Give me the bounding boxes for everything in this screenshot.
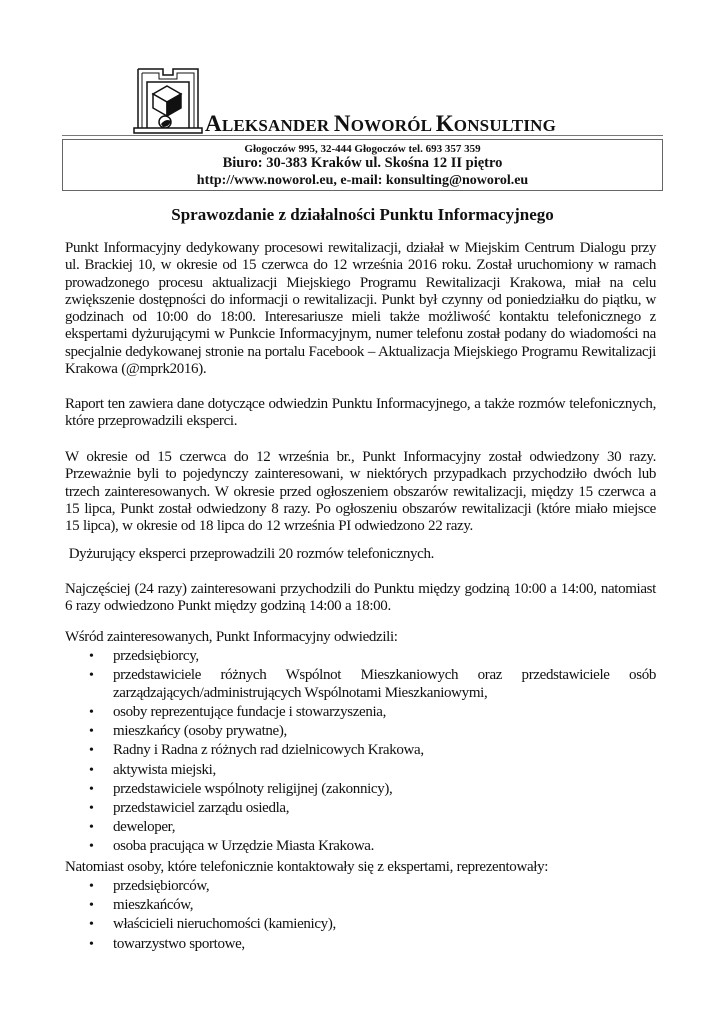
bullet-icon: • — [89, 800, 94, 816]
list-item: • przedstawiciele wspólnoty religijnej (zakonnicy), — [89, 780, 393, 797]
bullet-icon: • — [89, 820, 94, 836]
company-name-initial-3: K — [435, 111, 454, 136]
list-item: • mieszkańców, — [89, 897, 194, 914]
bullet-icon: • — [89, 936, 94, 952]
contact-line: http://www.noworol.eu, e-mail: konsulting@noworol.eu — [196, 173, 529, 188]
bullet-icon: • — [89, 668, 94, 684]
list-item: • przedstawiciele różnych Wspólnot Mieszkaniowych oraz przedstawiciele osób zarządzających/administrujących Wspólnotami Mieszkaniowymi, — [89, 667, 656, 701]
bullet-icon: • — [89, 898, 94, 914]
bullet-icon: • — [89, 781, 94, 797]
document-title: Sprawozdanie z działalności Punktu Informacyjnego — [171, 205, 554, 224]
company-logo-icon — [133, 66, 203, 136]
paragraph-phone-intro: Natomiast osoby, które telefonicznie kontaktowały się z ekspertami, reprezentowały: — [65, 859, 549, 875]
bullet-icon: • — [89, 917, 94, 933]
list-item: • deweloper, — [89, 819, 176, 836]
phone-contacts-list — [65, 878, 656, 955]
company-name — [205, 111, 556, 137]
paragraph-report-scope: Raport ten zawiera dane dotyczące odwiedzin Punktu Informacyjnego, a także rozmów telefonicznych, które przeprowadzili eksperci. — [65, 396, 656, 430]
company-name-initial-2: N — [333, 111, 351, 136]
list-item: • osoba pracująca w Urzędzie Miasta Krakowa. — [89, 838, 375, 855]
paragraph-phone-calls: Dyżurujący eksperci przeprowadzili 20 rozmów telefonicznych. — [65, 546, 435, 562]
company-name-rest-1: LEKSANDER — [221, 116, 334, 135]
header-divider — [62, 135, 663, 136]
company-name-rest-2: OWORÓL — [350, 116, 436, 135]
list-item: • przedstawiciel zarządu osiedla, — [89, 799, 290, 816]
bullet-icon: • — [89, 649, 94, 664]
company-name-initial-1: A — [205, 111, 222, 136]
bullet-icon: • — [89, 879, 94, 894]
paragraph-visitors-intro: Wśród zainteresowanych, Punkt Informacyjny odwiedzili: — [65, 629, 398, 645]
list-item: • osoby reprezentujące fundacje i stowarzyszenia, — [89, 703, 386, 720]
list-item: • mieszkańcy (osoby prywatne), — [89, 723, 287, 740]
visitors-list — [65, 648, 656, 857]
list-item: • towarzystwo sportowe, — [89, 935, 245, 952]
list-item: • przedsiębiorców, — [89, 878, 210, 894]
paragraph-visits-summary: W okresie od 15 czerwca do 12 września br., Punkt Informacyjny został odwiedzony 30 razy. Przeważnie byli to pojedynczy zainteresowani, w niektórych przypadkach przychodziło dwóch lub trzech zainteresowanych. W okresie przed ogłoszeniem obszarów rewitalizacji, między 15 czerwca a 15 lipca, Punkt został odwiedzony 8 razy. Po ogłoszeniu obszarów rewitalizacji (które miało miejsce 15 lipca), w okresie od 18 lipca do 12 września PI odwiedzono 22 razy. — [65, 449, 656, 535]
bullet-icon: • — [89, 762, 94, 778]
list-item: • aktywista miejski, — [89, 761, 216, 778]
paragraph-intro: Punkt Informacyjny dedykowany procesowi rewitalizacji, działał w Miejskim Centrum Dialogu przy ul. Brackiej 10, w okresie od 15 czerwca do 12 września 2016 roku. Został uruchomiony w ramach prowadzonego procesu aktualizacji Miejskiego Programu Rewitalizacji Krakowa, miał na celu zwiększenie dostępności do informacji o rewitalizacji. Punkt był czynny od poniedziałku do piątku, w godzinach od 10:00 do 18:00. Interesariusze mieli także możliwość kontaktu telefonicznego z ekspertami dyżurującymi w Punkcie Informacyjnym, numer telefonu został podany do wiadomości na specjalnie dedykowanej stronie na portalu Facebook – Aktualizacja Miejskiego Programu Rewitalizacji Krakowa (@mprk2016). — [65, 240, 656, 378]
paragraph-visit-hours: Najczęściej (24 razy) zainteresowani przychodzili do Punktu między godziną 10:00 a 14:00, natomiast 6 razy odwiedzono Punkt między godziną 14:00 a 18:00. — [65, 581, 656, 615]
bullet-icon: • — [89, 839, 94, 855]
address-box — [62, 139, 663, 191]
bullet-icon: • — [89, 743, 94, 759]
list-item: • właścicieli nieruchomości (kamienicy), — [89, 916, 336, 933]
office-line: Biuro: 30-383 Kraków ul. Skośna 12 II piętro — [222, 155, 503, 171]
address-line: Głogoczów 995, 32-444 Głogoczów tel. 693 357 359 — [244, 143, 481, 155]
list-item: • Radny i Radna z różnych rad dzielnicowych Krakowa, — [89, 742, 424, 759]
list-item: • przedsiębiorcy, — [89, 648, 199, 664]
company-name-rest-3: ONSULTING — [453, 116, 557, 135]
bullet-icon: • — [89, 724, 94, 740]
bullet-icon: • — [89, 704, 94, 720]
